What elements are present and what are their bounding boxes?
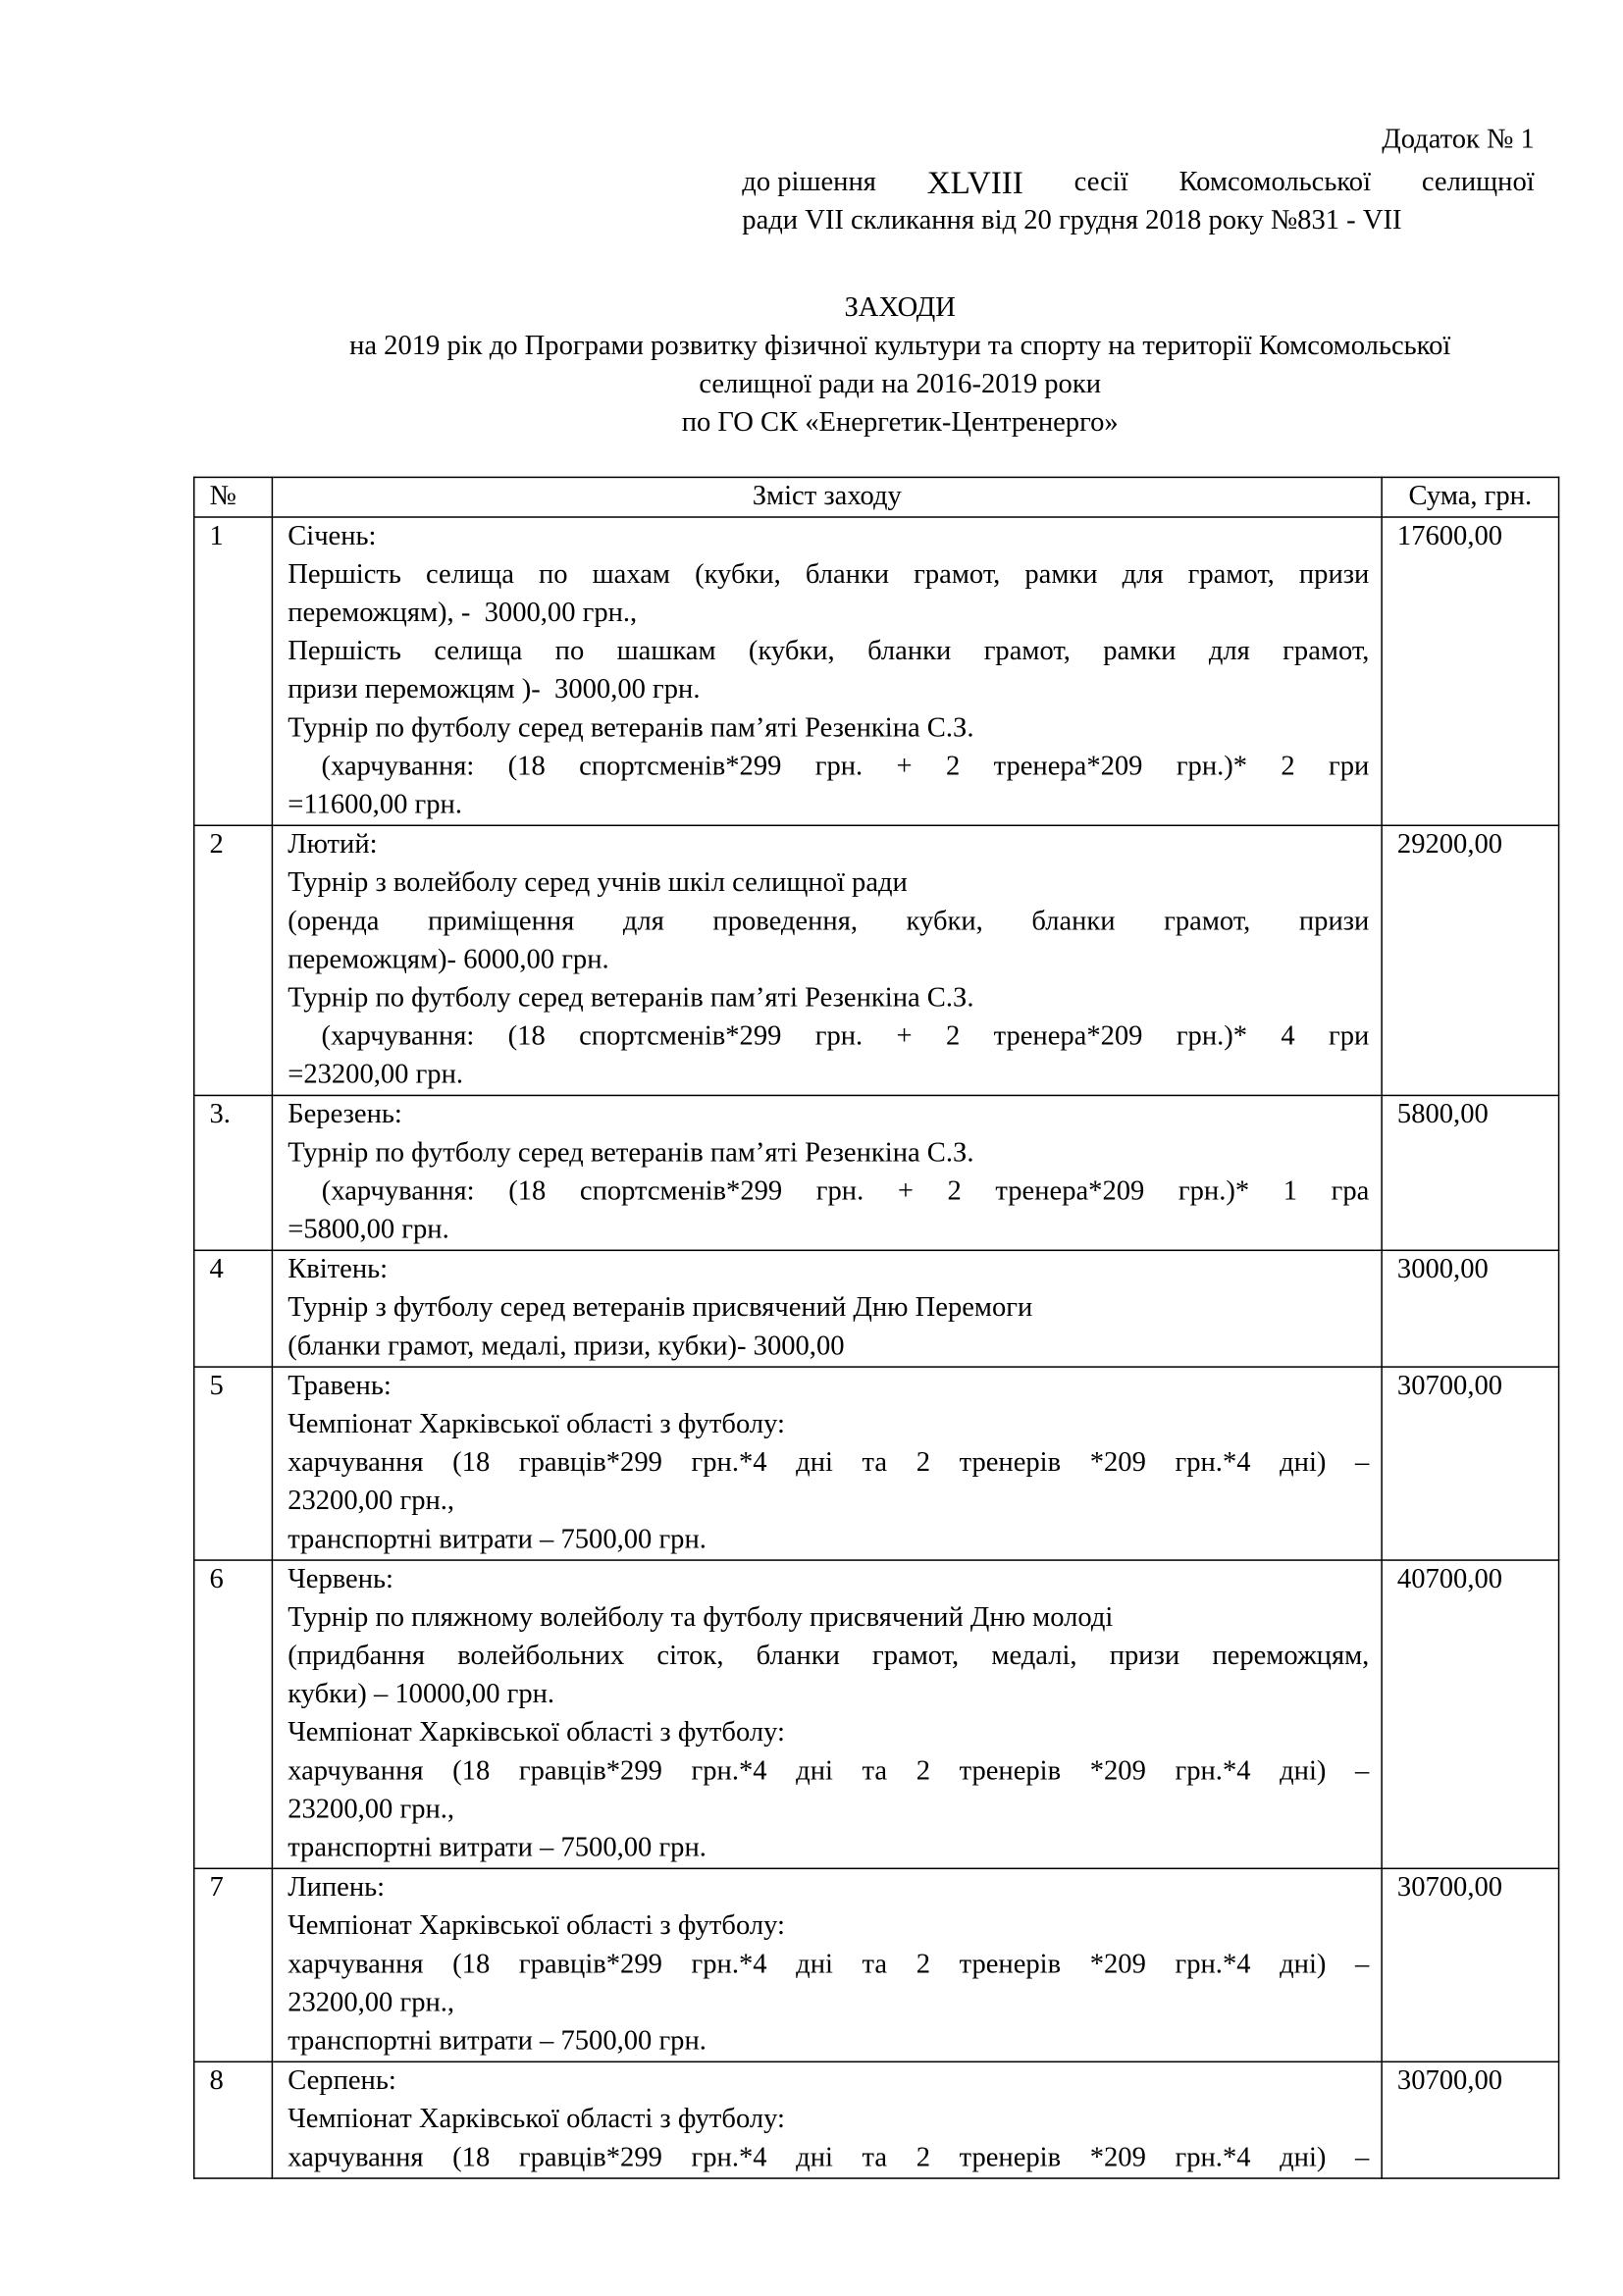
row-content-line: Турнір по футболу серед ветеранів пам’яті Резенкіна С.З.	[288, 712, 974, 744]
table-row	[194, 1250, 1559, 1367]
row-content-line: Чемпіонат Харківської області з футболу:	[288, 2104, 785, 2135]
row-number: 3.	[194, 1095, 273, 1250]
row-content	[272, 2061, 1382, 2178]
row-content-line: 23200,00 грн.,	[288, 1794, 455, 1825]
row-number: 6	[194, 1560, 273, 1868]
table-row	[194, 1095, 1559, 1250]
row-content-line: Серпень:	[288, 2065, 396, 2097]
annex-session-number: XLVIII	[926, 163, 1023, 201]
annex-council-line: ради VII скликання від 20 грудня 2018 року №831 - VII	[742, 205, 1402, 236]
row-sum: 5800,00	[1382, 1095, 1558, 1250]
row-content-line: Чемпіонат Харківської області з футболу:	[288, 1408, 785, 1440]
row-content-line: 23200,00 грн.,	[288, 1987, 455, 2018]
row-number: 5	[194, 1367, 273, 1560]
annex-number: Додаток № 1	[1382, 124, 1535, 155]
row-sum: 30700,00	[1382, 1868, 1558, 2061]
row-sum: 29200,00	[1382, 825, 1558, 1095]
annex-text: сесії	[1073, 166, 1128, 198]
row-content-line: Липень:	[288, 1872, 386, 1904]
annex-decision-line	[742, 164, 1534, 202]
row-content-line: Турнір з футболу серед ветеранів присвячений Дню Перемоги	[288, 1292, 1033, 1324]
row-content-line: призи переможцям )- 3000,00 грн.	[288, 674, 701, 705]
row-content-line: Січень:	[288, 520, 377, 552]
row-content-line: харчування (18 гравців*299 грн.*4 дні та 2 тренерів *209 грн.*4 дні) –	[288, 2142, 1370, 2173]
row-content-line: транспортні витрати – 7500,00 грн.	[288, 2025, 707, 2058]
row-content-line: переможцям)- 6000,00 грн.	[288, 944, 609, 975]
document-title	[0, 289, 1623, 443]
row-number: 1	[194, 517, 273, 825]
row-content-line: Лютий:	[288, 829, 378, 861]
row-content	[272, 1560, 1382, 1868]
row-content	[272, 825, 1382, 1095]
row-content-line: транспортні витрати – 7500,00 грн.	[288, 1524, 707, 1555]
row-content-line: харчування (18 гравців*299 грн.*4 дні та 2 тренерів *209 грн.*4 дні) –	[288, 1755, 1370, 1787]
row-content	[272, 517, 1382, 825]
row-content-line: Першість селища по шашкам (кубки, бланки грамот, рамки для грамот,	[288, 636, 1370, 667]
annex-reference	[742, 121, 1534, 240]
row-content-line: Турнір з волейболу серед учнів шкіл селищної ради	[288, 867, 908, 899]
row-sum: 30700,00	[1382, 1367, 1558, 1560]
row-content-line: (харчування: (18 спортсменів*299 грн. + 2 тренера*209 грн.)* 2 гри	[288, 751, 1370, 782]
column-header-sum: Сума, грн.	[1382, 477, 1558, 517]
title-line: на 2019 рік до Програми розвитку фізичної культури та спорту на території Комсомольської	[349, 330, 1451, 362]
annex-text: до рішення	[742, 166, 876, 198]
row-content-line: Турнір по футболу серед ветеранів пам’яті Резенкіна С.З.	[288, 982, 974, 1014]
title-heading: ЗАХОДИ	[844, 291, 956, 324]
row-content-line: харчування (18 гравців*299 грн.*4 дні та 2 тренерів *209 грн.*4 дні) –	[288, 1949, 1370, 1980]
row-content	[272, 1250, 1382, 1367]
row-sum: 17600,00	[1382, 517, 1558, 825]
row-sum: 3000,00	[1382, 1250, 1558, 1367]
row-content-line: Березень:	[288, 1099, 402, 1130]
row-content-line: (бланки грамот, медалі, призи, кубки)- 3000,00	[288, 1331, 845, 1362]
row-content-line: (придбання волейбольних сіток, бланки грамот, медалі, призи переможцям,	[288, 1641, 1370, 1672]
row-content-line: (харчування: (18 спортсменів*299 грн. + 2 тренера*209 грн.)* 4 гри	[288, 1020, 1370, 1053]
table-header-row	[194, 477, 1559, 517]
row-content-line: Квітень:	[288, 1254, 389, 1285]
row-content-line: Травень:	[288, 1370, 392, 1402]
title-line: по ГО СК «Енергетик-Центренерго»	[681, 406, 1119, 439]
column-header-content: Зміст заходу	[272, 477, 1382, 517]
row-content-line: Першість селища по шахам (кубки, бланки грамот, рамки для грамот, призи	[288, 558, 1370, 591]
table-row	[194, 1868, 1559, 2061]
row-content	[272, 1868, 1382, 2061]
table-row	[194, 1367, 1559, 1560]
table-row	[194, 1560, 1559, 1868]
row-content	[272, 1367, 1382, 1560]
table-row	[194, 517, 1559, 825]
row-content-line: 23200,00 грн.,	[288, 1486, 455, 1517]
row-content-line: кубки) – 10000,00 грн.	[288, 1679, 555, 1710]
annex-text: Комсомольської	[1178, 166, 1372, 198]
row-content-line: Червень:	[288, 1563, 393, 1595]
row-sum: 40700,00	[1382, 1560, 1558, 1868]
row-content-line: (харчування: (18 спортсменів*299 грн. + 2 тренера*209 грн.)* 1 гра	[288, 1175, 1370, 1207]
row-number: 7	[194, 1868, 273, 2061]
row-content-line: Чемпіонат Харківської області з футболу:	[288, 1717, 785, 1748]
row-content-line: харчування (18 гравців*299 грн.*4 дні та 2 тренерів *209 грн.*4 дні) –	[288, 1447, 1370, 1479]
annex-text: селищної	[1421, 166, 1535, 198]
table-body	[194, 517, 1559, 2178]
row-number: 2	[194, 825, 273, 1095]
column-header-number: №	[194, 477, 273, 517]
title-line: селищної ради на 2016-2019 роки	[699, 368, 1101, 400]
table-row	[194, 825, 1559, 1095]
row-content-line: переможцям), - 3000,00 грн.,	[288, 597, 638, 629]
row-content-line: транспортні витрати – 7500,00 грн.	[288, 1832, 707, 1864]
row-content-line: =11600,00 грн.	[288, 789, 462, 821]
row-content-line: Турнір по пляжному волейболу та футболу присвячений Дню молоді	[288, 1601, 1114, 1634]
row-content-line: Чемпіонат Харківської області з футболу:	[288, 1910, 785, 1942]
row-number: 8	[194, 2061, 273, 2178]
row-content-line: (оренда приміщення для проведення, кубки, бланки грамот, призи	[288, 906, 1370, 937]
table-row	[194, 2061, 1559, 2178]
row-content-line: =5800,00 грн.	[288, 1214, 449, 1246]
row-content	[272, 1095, 1382, 1250]
row-content-line: Турнір по футболу серед ветеранів пам’яті Резенкіна С.З.	[288, 1137, 974, 1169]
measures-table	[193, 477, 1559, 2179]
row-number: 4	[194, 1250, 273, 1367]
row-sum: 30700,00	[1382, 2061, 1558, 2178]
row-content-line: =23200,00 грн.	[288, 1059, 464, 1091]
